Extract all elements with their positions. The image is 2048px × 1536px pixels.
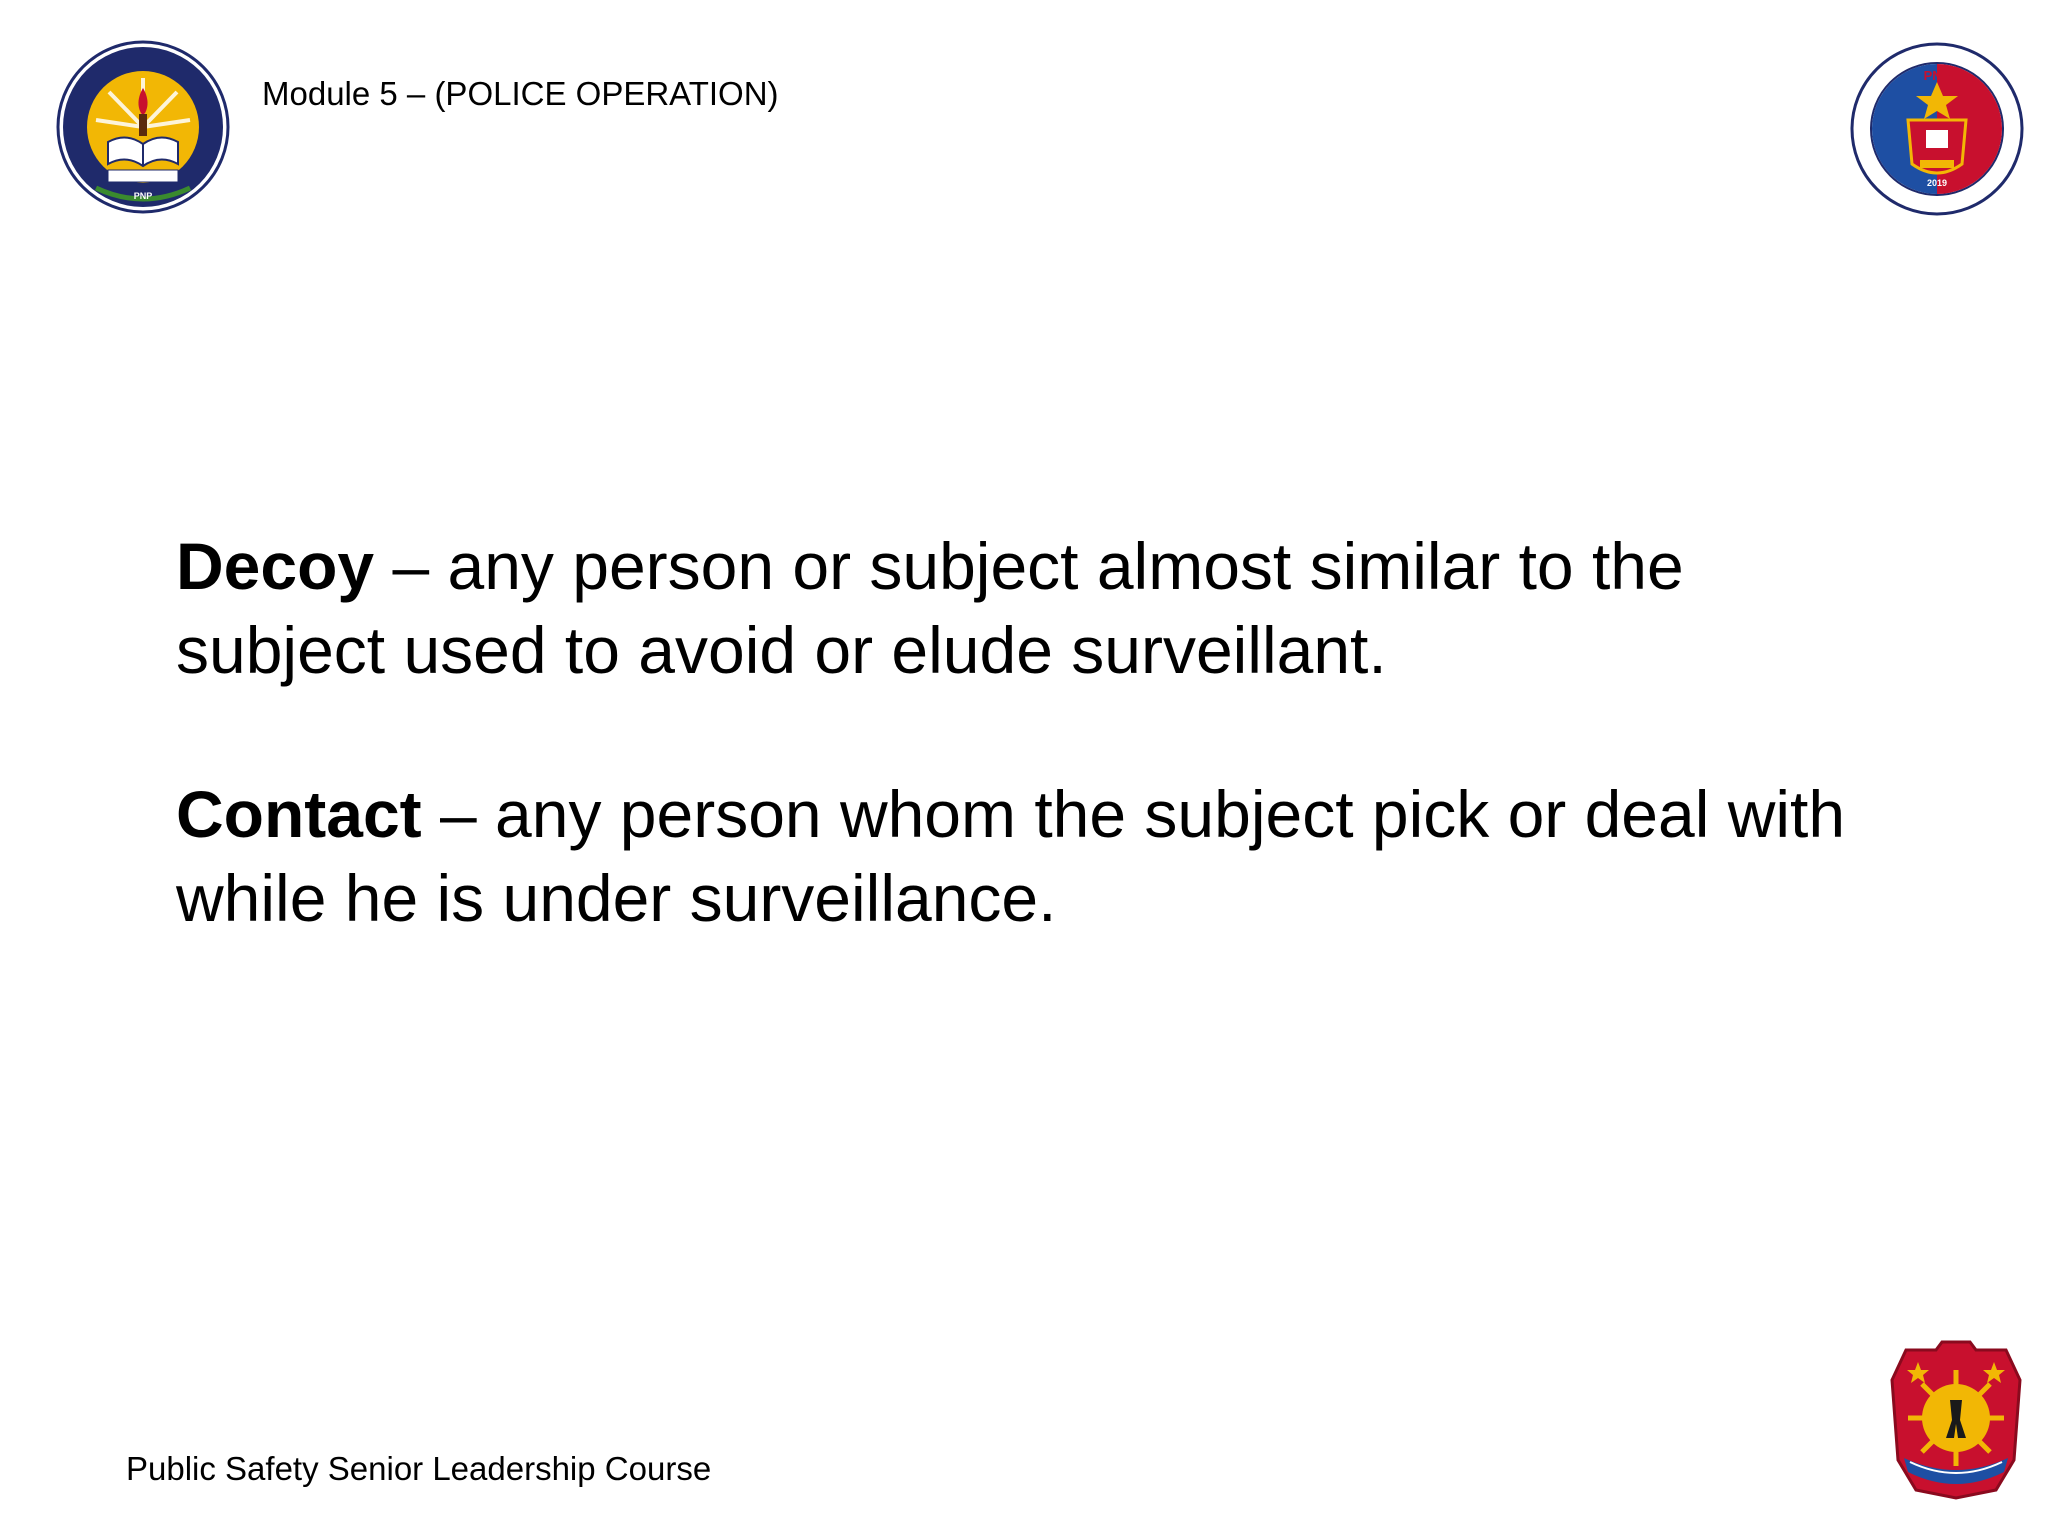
svg-text:2019: 2019 <box>1926 178 1948 188</box>
pnpti-seal-icon <box>1850 42 2024 216</box>
module-title: Module 5 – (POLICE OPERATION) <box>262 75 779 112</box>
definition-contact <box>176 772 1876 940</box>
svg-text:PNP: PNP <box>1923 68 1951 83</box>
definitions-list <box>176 524 1876 1020</box>
term-decoy: Decoy <box>176 529 375 603</box>
dhrdd-seal-icon <box>56 40 230 214</box>
term-contact: Contact <box>176 777 422 851</box>
definition-decoy <box>176 524 1876 692</box>
pnp-badge-icon <box>1888 1340 2024 1500</box>
course-footer: Public Safety Senior Leadership Course <box>126 1450 712 1487</box>
definition-decoy-text: – any person or subject almost similar to the subject used to avoid or elude surveillant. <box>176 529 1684 687</box>
definition-contact-text: – any person whom the subject pick or deal with while he is under surveillance. <box>176 777 1846 935</box>
svg-text:PNP: PNP <box>133 191 153 201</box>
